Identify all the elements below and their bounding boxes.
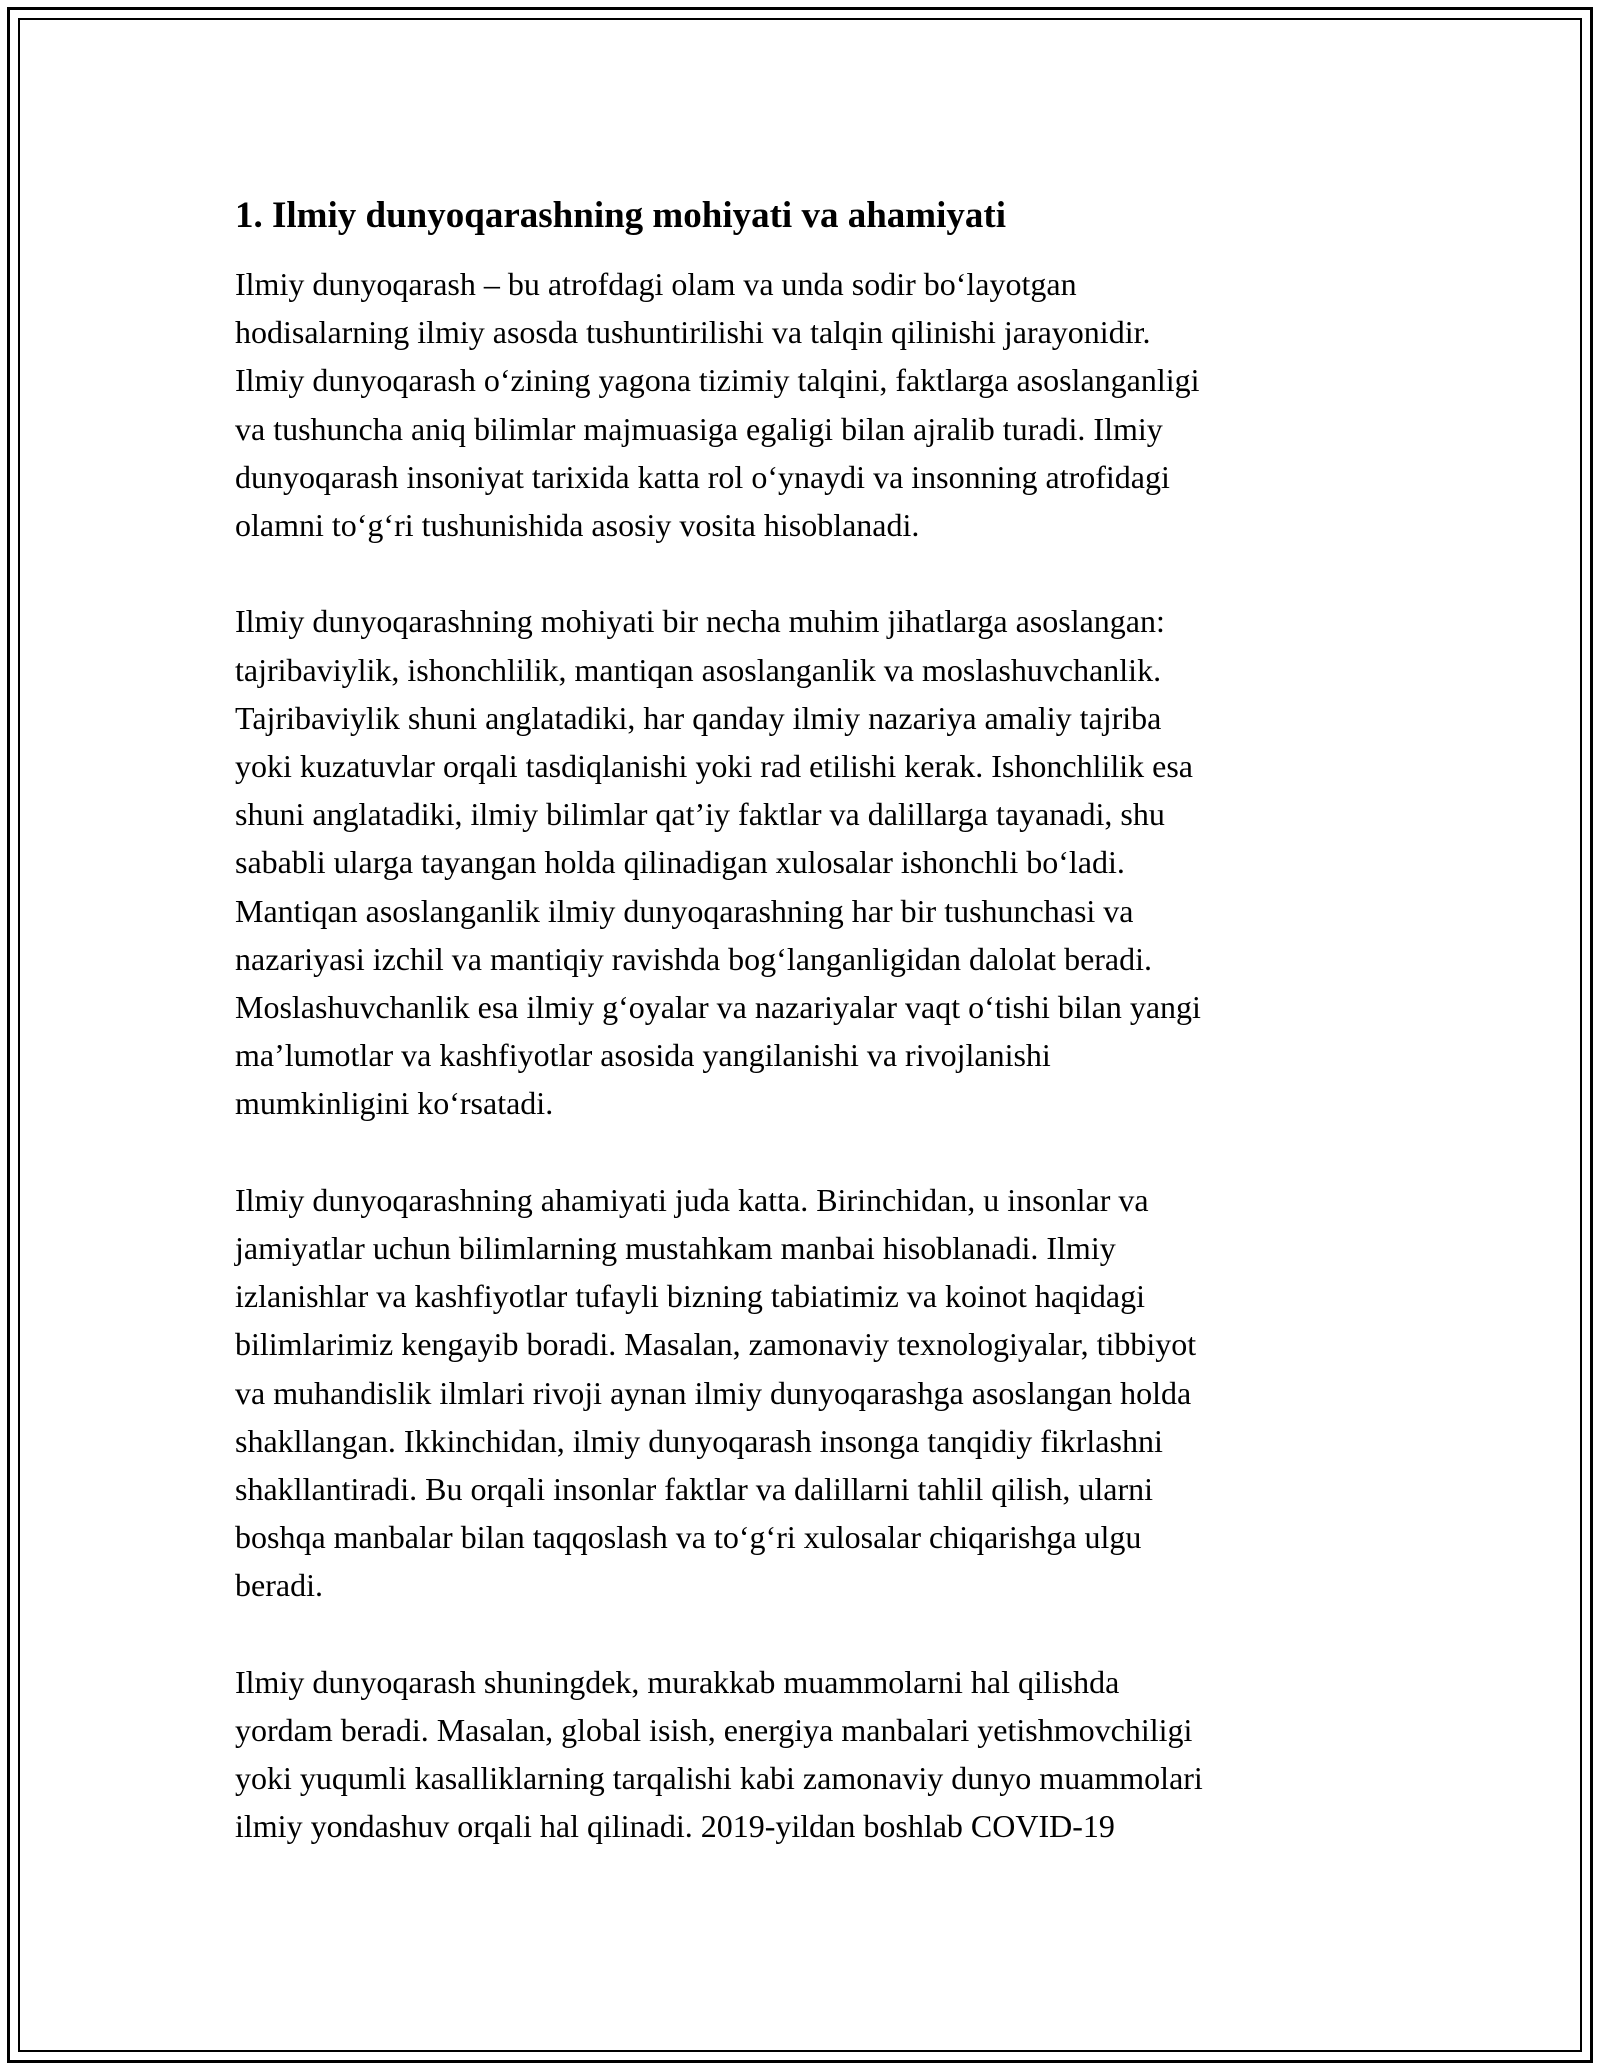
text-line: shuni anglatadiki, ilmiy bilimlar qat’iy faktlar va dalillarga tayanadi, shu: [235, 796, 1165, 833]
text-line: Ilmiy dunyoqarashning ahamiyati juda katta. Birinchidan, u insonlar va: [235, 1181, 1149, 1218]
text-line: Tajribaviylik shuni anglatadiki, har qanday ilmiy nazariya amaliy tajriba: [235, 699, 1162, 736]
text-line: boshqa manbalar bilan taqqoslash va to‘g‘ri xulosalar chiqarishga ulgu: [235, 1519, 1142, 1556]
text-line: va tushuncha aniq bilimlar majmuasiga egaligi bilan ajralib turadi. Ilmiy: [235, 410, 1163, 447]
text-line: tajribaviylik, ishonchlilik, mantiqan asoslanganlik va moslashuvchanlik.: [235, 651, 1162, 688]
paragraph: [235, 1658, 1355, 1851]
text-line: bilimlarimiz kengayib boradi. Masalan, zamonaviy texnologiyalar, tibbiyot: [235, 1326, 1197, 1363]
text-line: mumkinligini ko‘rsatadi.: [235, 1085, 554, 1122]
text-line: dunyoqarash insoniyat tarixida katta rol o‘ynaydi va insonning atrofidagi: [235, 458, 1170, 495]
paragraph: [235, 260, 1355, 549]
text-line: Moslashuvchanlik esa ilmiy g‘oyalar va nazariyalar vaqt o‘tishi bilan yangi: [235, 989, 1201, 1026]
paragraph: [235, 597, 1355, 1127]
document-body: [235, 188, 1355, 1899]
text-line: sababli ularga tayangan holda qilinadigan xulosalar ishonchli bo‘ladi.: [235, 844, 1125, 881]
text-line: Mantiqan asoslanganlik ilmiy dunyoqarashning har bir tushunchasi va: [235, 892, 1134, 929]
text-line: olamni to‘g‘ri tushunishida asosiy vosita hisoblanadi.: [235, 507, 920, 544]
text-line: shakllangan. Ikkinchidan, ilmiy dunyoqarash insonga tanqidiy fikrlashni: [235, 1422, 1163, 1459]
text-line: izlanishlar va kashfiyotlar tufayli bizning tabiatimiz va koinot haqidagi: [235, 1278, 1145, 1315]
text-line: Ilmiy dunyoqarash shuningdek, murakkab muammolarni hal qilishda: [235, 1663, 1120, 1700]
text-line: yoki yuqumli kasalliklarning tarqalishi kabi zamonaviy dunyo muammolari: [235, 1760, 1203, 1797]
text-line: shakllantiradi. Bu orqali insonlar faktlar va dalillarni tahlil qilish, ularni: [235, 1471, 1153, 1508]
text-line: yordam beradi. Masalan, global isish, energiya manbalari yetishmovchiligi: [235, 1712, 1193, 1749]
paragraph-list: [235, 260, 1355, 1851]
paragraph: [235, 1176, 1355, 1610]
section-heading: 1. Ilmiy dunyoqarashning mohiyati va ahamiyati: [235, 195, 1006, 236]
text-line: hodisalarning ilmiy asosda tushuntirilishi va talqin qilinishi jarayonidir.: [235, 314, 1151, 351]
text-line: ma’lumotlar va kashfiyotlar asosida yangilanishi va rivojlanishi: [235, 1037, 1051, 1074]
text-line: nazariyasi izchil va mantiqiy ravishda bog‘langanligidan dalolat beradi.: [235, 940, 1153, 977]
text-line: jamiyatlar uchun bilimlarning mustahkam manbai hisoblanadi. Ilmiy: [235, 1230, 1116, 1267]
text-line: Ilmiy dunyoqarash – bu atrofdagi olam va unda sodir bo‘layotgan: [235, 266, 1077, 302]
text-line: Ilmiy dunyoqarashning mohiyati bir necha muhim jihatlarga asoslangan:: [235, 603, 1165, 640]
text-line: ilmiy yondashuv orqali hal qilinadi. 2019-yildan boshlab COVID-19: [235, 1808, 1115, 1845]
text-line: beradi.: [235, 1567, 323, 1604]
text-line: yoki kuzatuvlar orqali tasdiqlanishi yoki rad etilishi kerak. Ishonchlilik esa: [235, 748, 1193, 785]
text-line: va muhandislik ilmlari rivoji aynan ilmiy dunyoqarashga asoslangan holda: [235, 1374, 1192, 1411]
text-line: Ilmiy dunyoqarash o‘zining yagona tizimiy talqini, faktlarga asoslanganligi: [235, 362, 1200, 399]
